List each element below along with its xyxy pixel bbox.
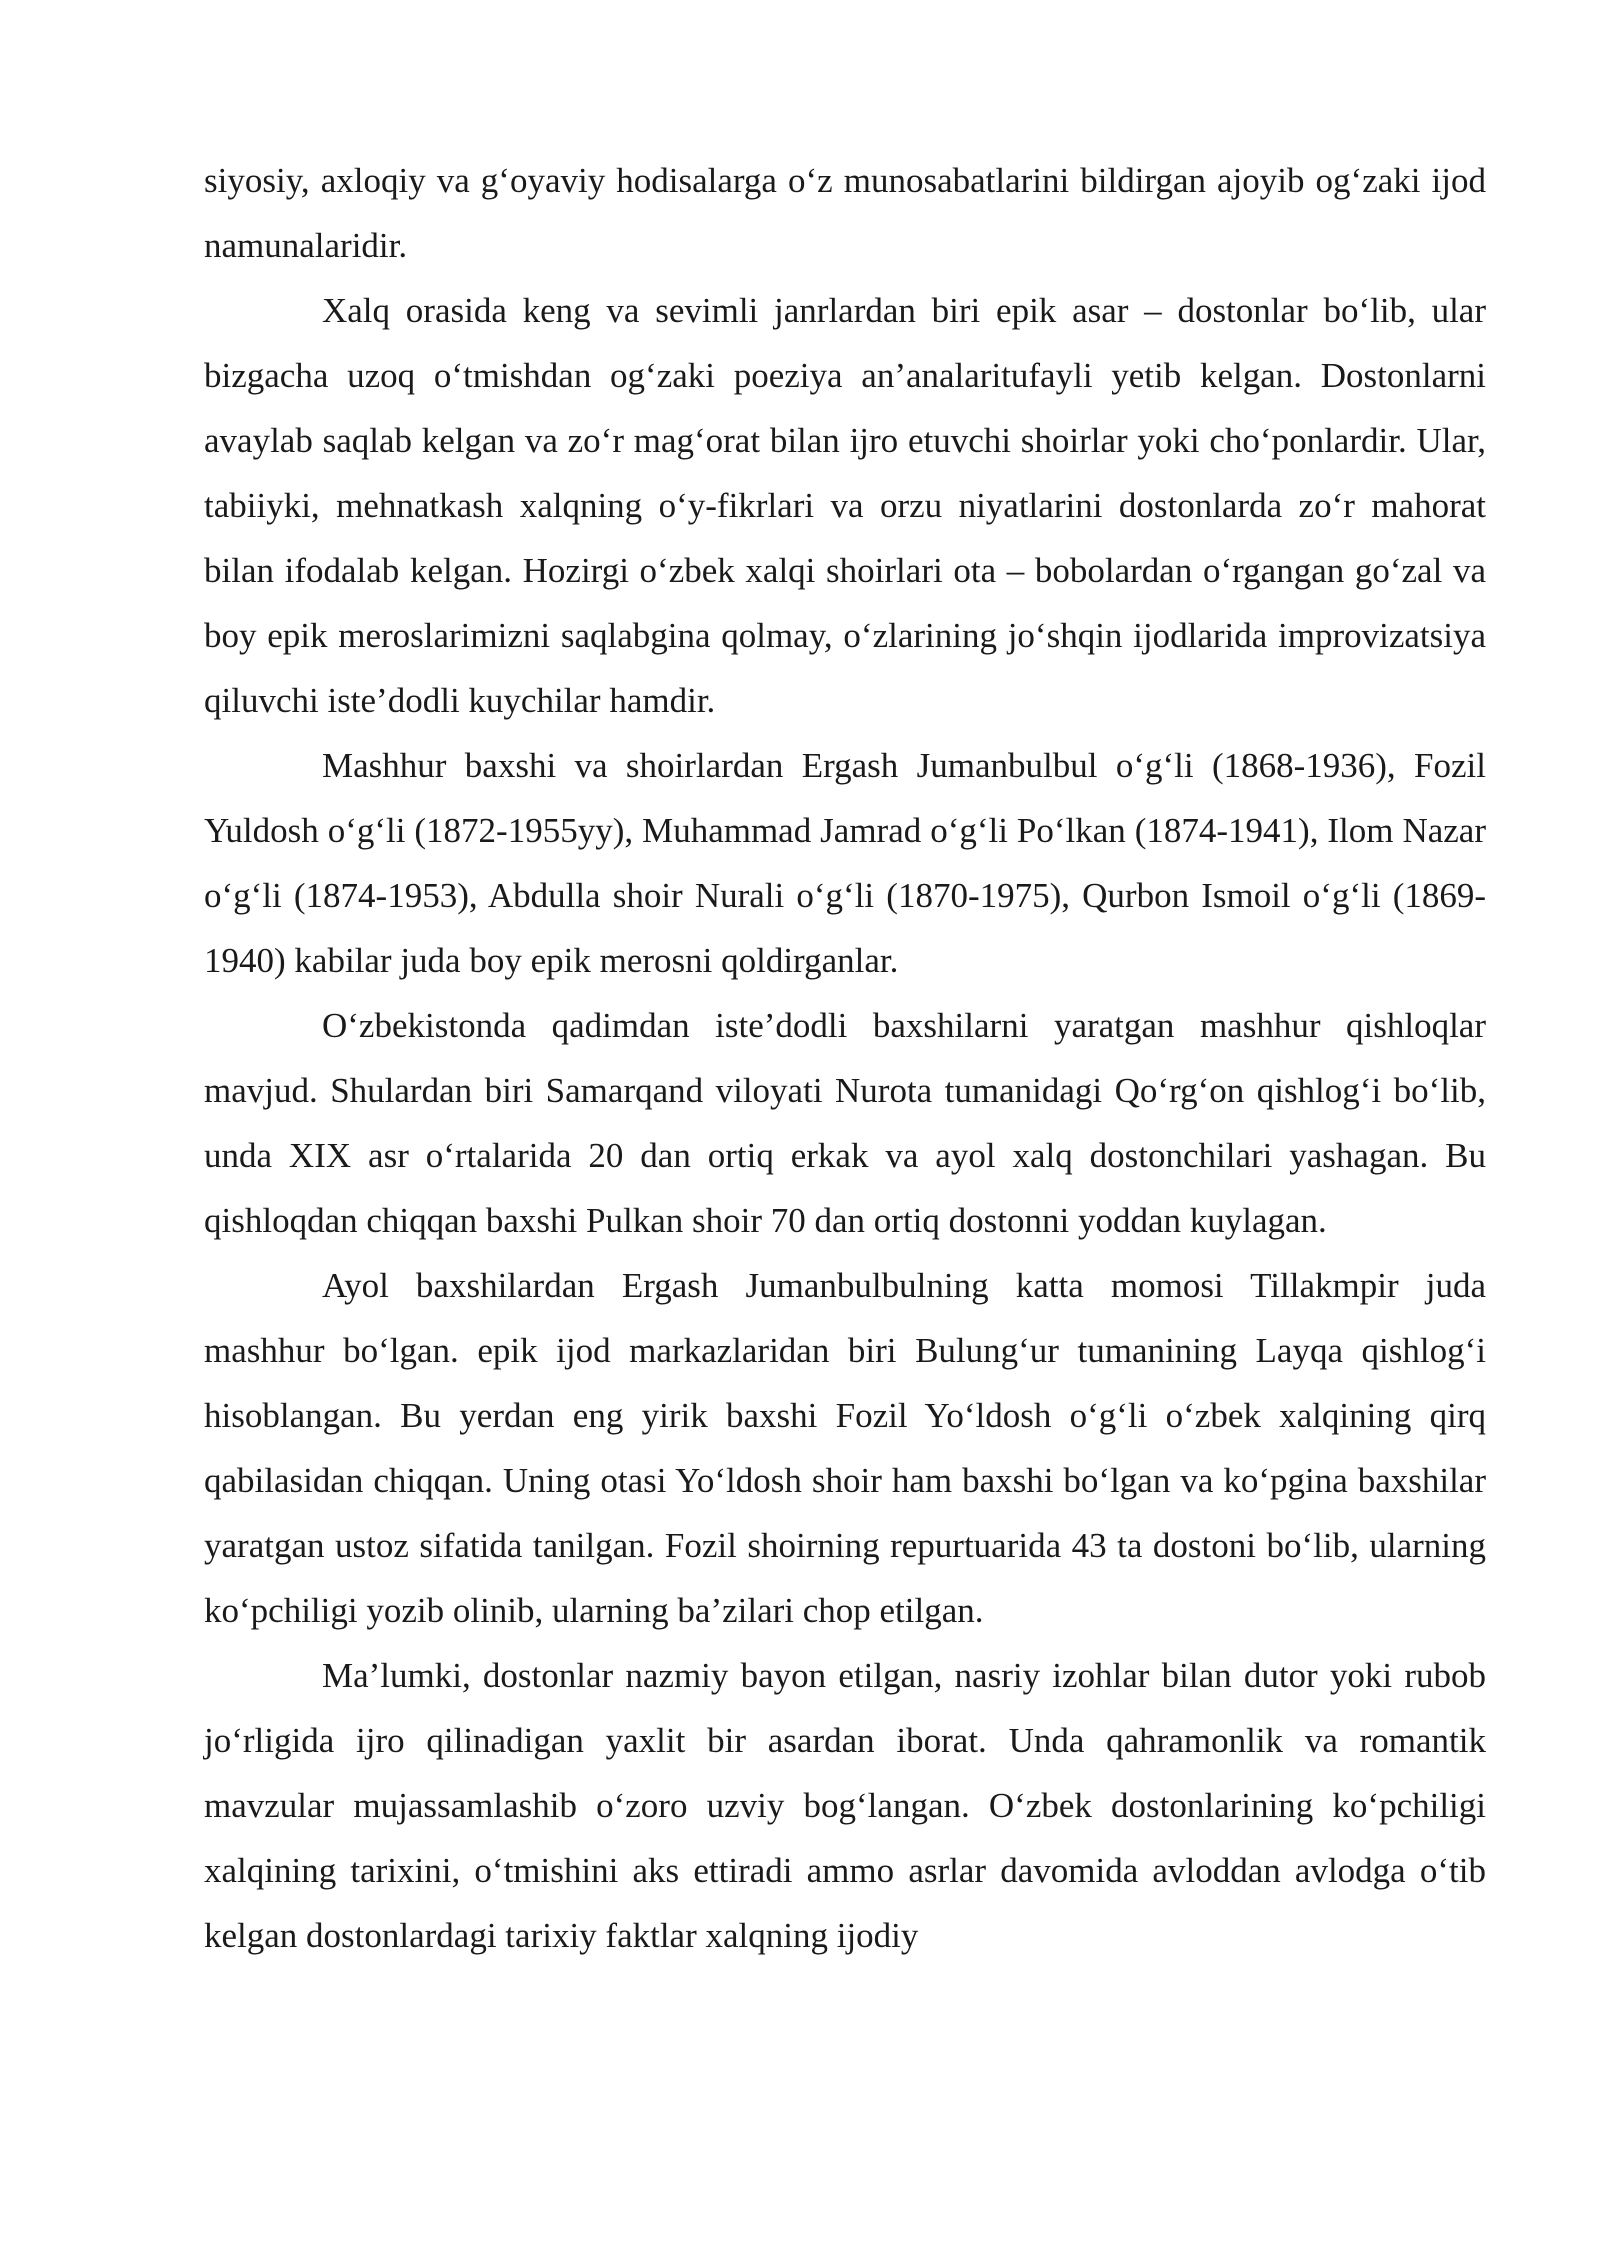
paragraph-continuation: siyosiy, axloqiy va g‘oyaviy hodisalarga o‘z munosabatlarini bildirgan ajoyib og‘zaki ijod namunalaridir. <box>204 161 1486 265</box>
paragraph-villages: O‘zbekistonda qadimdan iste’dodli baxshilarni yaratgan mashhur qishloqlar mavjud. Shulardan biri Samarqand viloyati Nurota tumanidagi Qo‘rg‘on qishlog‘i bo‘lib, unda XIX asr o‘rtalarida 20 dan ortiq erkak va ayol xalq dostonchilari yashagan. Bu qishloqdan chiqqan baxshi Pulkan shoir 70 dan ortiq dostonni yoddan kuylagan. <box>204 1006 1486 1240</box>
paragraph-dastan-form: Ma’lumki, dostonlar nazmiy bayon etilgan, nasriy izohlar bilan dutor yoki rubob jo‘rligida ijro qilinadigan yaxlit bir asardan iborat. Unda qahramonlik va romantik mavzular mujassamlashib o‘zoro uzviy bog‘langan. O‘zbek dostonlarining ko‘pchiligi xalqining tarixini, o‘tmishini aks ettiradi ammo asrlar davomida avloddan avlodga o‘tib kelgan dostonlardagi tarixiy faktlar xalqning ijodiy <box>204 1656 1486 1955</box>
paragraph-female-bakhshis: Ayol baxshilardan Ergash Jumanbulbulning katta momosi Tillakmpir juda mashhur bo‘lgan. epik ijod markazlaridan biri Bulung‘ur tumanining Layqa qishlog‘i hisoblangan. Bu yerdan eng yirik baxshi Fozil Yo‘ldosh o‘g‘li o‘zbek xalqining qirq qabilasidan chiqqan. Uning otasi Yo‘ldosh shoir ham baxshi bo‘lgan va ko‘pgina baxshilar yaratgan ustoz sifatida tanilgan. Fozil shoirning repurtuarida 43 ta dostoni bo‘lib, ularning ko‘pchiligi yozib olinib, ularning ba’zilari chop etilgan. <box>204 1266 1486 1630</box>
paragraph-epic-dastans: Xalq orasida keng va sevimli janrlardan biri epik asar – dostonlar bo‘lib, ular bizgacha uzoq o‘tmishdan og‘zaki poeziya an’analaritufayli yetib kelgan. Dostonlarni avaylab saqlab kelgan va zo‘r mag‘orat bilan ijro etuvchi shoirlar yoki cho‘ponlardir. Ular, tabiiyki, mehnatkash xalqning o‘y-fikrlari va orzu niyatlarini dostonlarda zo‘r mahorat bilan ifodalab kelgan. Hozirgi o‘zbek xalqi shoirlari ota – bobolardan o‘rgangan go‘zal va boy epik meroslarimizni saqlabgina qolmay, o‘zlarining jo‘shqin ijodlarida improvizatsiya qiluvchi iste’dodli kuychilar hamdir. <box>204 291 1486 720</box>
document-body <box>204 148 1486 1968</box>
paragraph-famous-bakhshis: Mashhur baxshi va shoirlardan Ergash Jumanbulbul o‘g‘li (1868-1936), Fozil Yuldosh o‘g‘li (1872-1955yy), Muhammad Jamrad o‘g‘li Po‘lkan (1874-1941), Ilom Nazar o‘g‘li (1874-1953), Abdulla shoir Nurali o‘g‘li (1870-1975), Qurbon Ismoil o‘g‘li (1869-1940) kabilar juda boy epik merosni qoldirganlar. <box>204 746 1486 980</box>
